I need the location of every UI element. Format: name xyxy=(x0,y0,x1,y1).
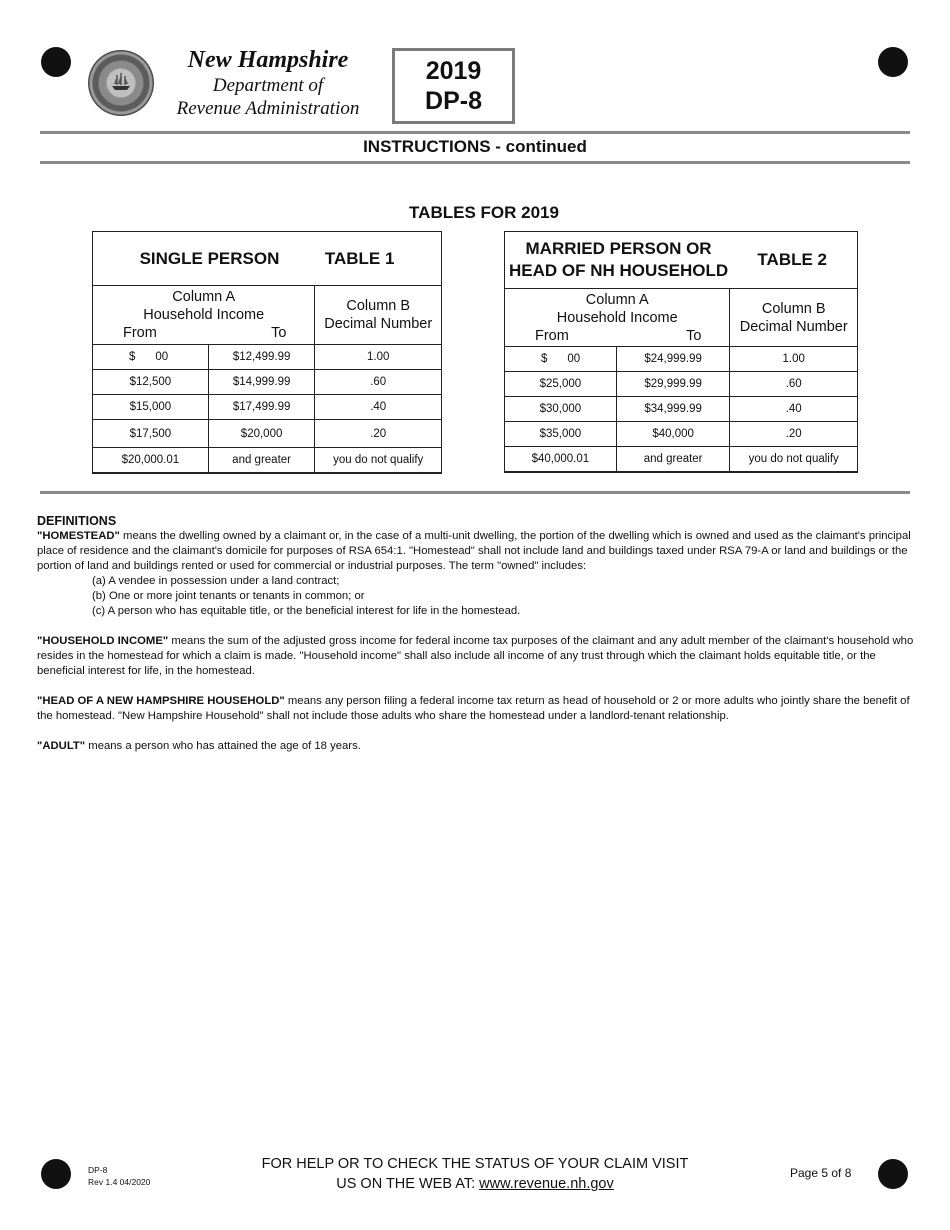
table-cell-decimal: you do not qualify xyxy=(730,447,858,472)
table1-header-row xyxy=(93,232,442,286)
table-cell-from: $20,000.01 xyxy=(93,448,209,473)
table-row xyxy=(505,372,858,397)
table-cell-to: and greater xyxy=(208,448,315,473)
table-row xyxy=(505,397,858,422)
table1-col-a-label: Column A xyxy=(172,289,236,305)
form-number: DP-8 xyxy=(425,87,482,115)
table-cell-decimal: 1.00 xyxy=(315,345,442,370)
definition-adult-text: means a person who has attained the age of 18 years. xyxy=(85,740,361,752)
list-item: (c) A person who has equitable title, or the beneficial interest for life in the homestead. xyxy=(92,605,521,617)
list-item: (a) A vendee in possession under a land contract; xyxy=(92,575,340,587)
table-cell-to: $24,999.99 xyxy=(616,347,730,372)
table-cell-from: $30,000 xyxy=(505,397,617,422)
table-cell-from: $12,500 xyxy=(93,370,209,395)
table-cell-decimal: 1.00 xyxy=(730,347,858,372)
state-seal-logo xyxy=(88,50,154,116)
form-id-box xyxy=(392,48,515,124)
table-cell-decimal: .20 xyxy=(730,422,858,447)
table2-col-a-label: Column A xyxy=(585,291,649,308)
registration-mark-top-right xyxy=(878,47,908,77)
table-cell-to: $17,499.99 xyxy=(208,395,315,420)
agency-division: Revenue Administration xyxy=(176,98,360,119)
table1-col-b-sublabel: Decimal Number xyxy=(324,316,433,332)
definitions-section xyxy=(37,513,917,769)
table-cell-decimal: .20 xyxy=(315,420,442,448)
footer-revision: Rev 1.4 04/2020 xyxy=(88,1177,151,1187)
table-cell-to: and greater xyxy=(616,447,730,472)
table-married-head-of-household xyxy=(504,231,858,473)
agency-name-block xyxy=(162,46,374,120)
table1-column-header-row xyxy=(93,286,442,345)
term-homestead: "HOMESTEAD" xyxy=(37,530,120,542)
table-cell-to: $20,000 xyxy=(208,420,315,448)
table-single-person xyxy=(92,231,442,474)
table1-title: SINGLE PERSON xyxy=(139,248,280,268)
table-cell-decimal: .60 xyxy=(730,372,858,397)
table-row xyxy=(93,448,442,473)
footer-website-link[interactable]: www.revenue.nh.gov xyxy=(479,1176,614,1192)
currency-symbol: $ xyxy=(129,351,136,363)
table-row xyxy=(505,447,858,472)
term-head-of-household: "HEAD OF A NEW HAMPSHIRE HOUSEHOLD" xyxy=(37,695,285,707)
header-rule-bottom xyxy=(40,161,910,164)
table-cell-from: $25,000 xyxy=(505,372,617,397)
tables-rule xyxy=(40,491,910,494)
agency-name: New Hampshire xyxy=(187,47,349,73)
table-row xyxy=(93,420,442,448)
table-cell-to: $29,999.99 xyxy=(616,372,730,397)
table-cell-from: 00 xyxy=(155,351,169,363)
footer-help-line2: US ON THE WEB AT: xyxy=(336,1176,476,1192)
table2-from-label: From xyxy=(535,327,569,344)
footer-form-id: DP-8 xyxy=(88,1165,108,1175)
registration-mark-top-left xyxy=(41,47,71,77)
table1-from-label: From xyxy=(123,325,157,341)
table2-title-line2: HEAD OF NH HOUSEHOLD xyxy=(509,261,729,280)
table1-number: TABLE 1 xyxy=(324,248,395,268)
term-household-income: "HOUSEHOLD INCOME" xyxy=(37,635,169,647)
footer-help-line1: FOR HELP OR TO CHECK THE STATUS OF YOUR CLAIM VISIT xyxy=(261,1156,689,1172)
form-year: 2019 xyxy=(425,57,482,85)
table-cell-decimal: you do not qualify xyxy=(315,448,442,473)
ship-icon xyxy=(110,72,132,92)
term-adult: "ADULT" xyxy=(37,740,86,752)
table-cell-from: $40,000.01 xyxy=(505,447,617,472)
table-cell-to: $12,499.99 xyxy=(208,345,315,370)
definition-homestead xyxy=(37,529,917,574)
table-row xyxy=(505,422,858,447)
list-item: (b) One or more joint tenants or tenants in common; or xyxy=(92,590,365,602)
definition-household-income xyxy=(37,634,917,679)
page-number: Page 5 of 8 xyxy=(790,1166,852,1180)
table1-to-label: To xyxy=(271,325,287,341)
currency-symbol: $ xyxy=(541,353,548,365)
table-cell-decimal: .60 xyxy=(315,370,442,395)
table-row xyxy=(93,345,442,370)
table-row xyxy=(93,370,442,395)
definition-head-of-household xyxy=(37,694,917,724)
tables-title: TABLES FOR 2019 xyxy=(409,203,559,222)
definitions-heading: DEFINITIONS xyxy=(37,514,117,528)
section-title: INSTRUCTIONS - continued xyxy=(363,137,587,156)
agency-department: Department of xyxy=(212,75,324,96)
table2-to-label: To xyxy=(686,327,702,344)
header-rule-top xyxy=(40,131,910,134)
table-cell-decimal: .40 xyxy=(315,395,442,420)
table-cell-decimal: .40 xyxy=(730,397,858,422)
table-cell-to: $14,999.99 xyxy=(208,370,315,395)
table2-number: TABLE 2 xyxy=(757,250,827,269)
definition-household-income-text: means the sum of the adjusted gross income for federal income tax purposes of the claimant and any adult member of the claimant's household who resides in the homestead for which a claim is made. "Household income" shall also include all income of any trust through which the claimant holds equitable title, or the beneficial interest for life, in the homestead. xyxy=(37,635,914,677)
definition-adult xyxy=(37,739,917,754)
table2-title-line1: MARRIED PERSON OR xyxy=(525,239,712,258)
table-cell-from: $35,000 xyxy=(505,422,617,447)
table-cell-to: $40,000 xyxy=(616,422,730,447)
definition-homestead-text: means the dwelling owned by a claimant or, in the case of a multi-unit dwelling, the portion of the dwelling which is owned and used as the claimant's principal place of residence and the claimant's domicile for purposes of RSA 654:1. "Homestead" shall not include land and buildings taxed under RSA 79-A or land and buildings or the portion of land and buildings rented or used for commercial or industrial purposes. The term "owned" includes: xyxy=(37,530,911,572)
table-cell-from: 00 xyxy=(567,353,581,365)
owned-items-list xyxy=(37,574,917,619)
definition-head-of-household-text: means any person filing a federal income tax return as head of household or 2 or more adults who jointly share the benefit of the homestead. "New Hampshire Household" shall not include those adults who share the homestead under a landlord-tenant relationship. xyxy=(37,695,910,722)
table2-header-row xyxy=(505,232,858,289)
table-row xyxy=(93,395,442,420)
table2-column-header-row xyxy=(505,289,858,347)
table-cell-from: $17,500 xyxy=(93,420,209,448)
table1-col-b-label: Column B xyxy=(346,298,411,314)
table-cell-from: $15,000 xyxy=(93,395,209,420)
table-row xyxy=(505,347,858,372)
table-cell-to: $34,999.99 xyxy=(616,397,730,422)
table2-col-b-label: Column B xyxy=(761,300,826,317)
table2-col-b-sublabel: Decimal Number xyxy=(739,318,848,335)
table1-col-a-sublabel: Household Income xyxy=(143,307,265,323)
table2-col-a-sublabel: Household Income xyxy=(556,309,678,326)
